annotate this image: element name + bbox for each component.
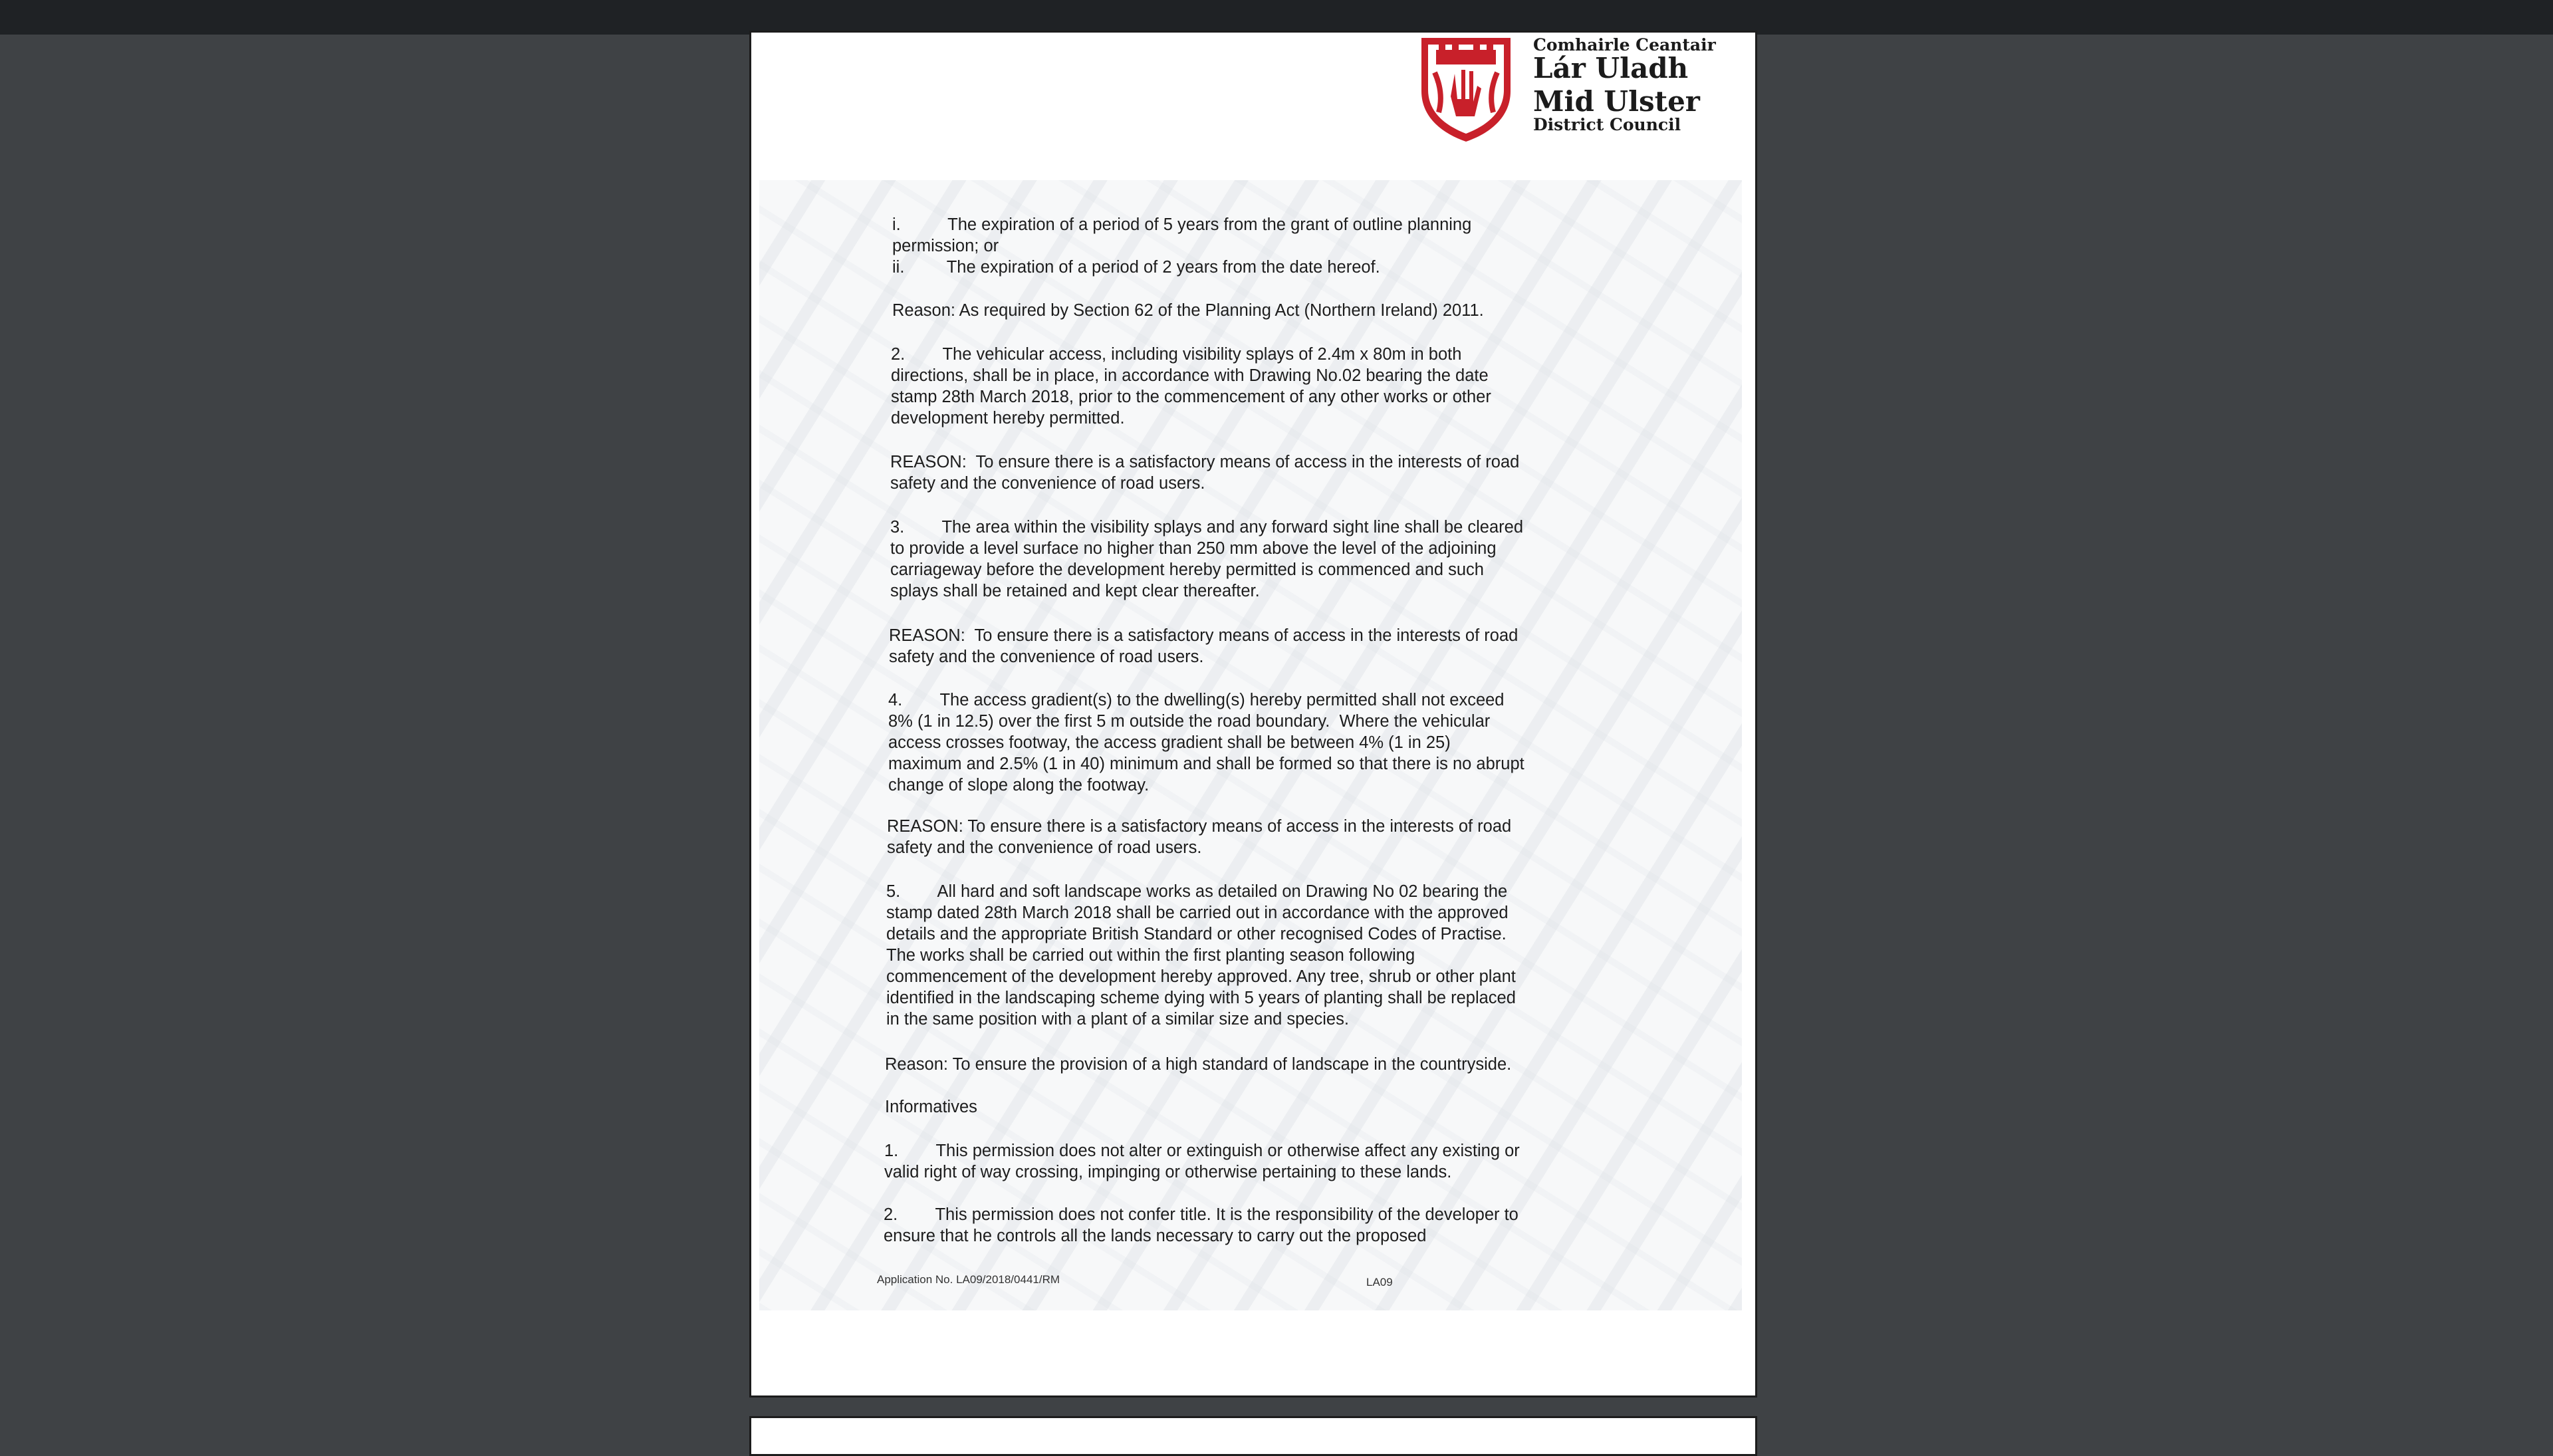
text-line: details and the appropriate British Standard or other recognised Codes of Practise. (886, 925, 1507, 943)
council-name-irish: Lár Uladh (1533, 52, 1689, 85)
text-line: safety and the convenience of road users. (889, 648, 1204, 666)
text-line: development hereby permitted. (891, 409, 1125, 427)
text-line: REASON: To ensure there is a satisfactory means of access in the interests of road (890, 453, 1520, 471)
text-line: safety and the convenience of road users. (890, 474, 1205, 493)
text-line: REASON: To ensure there is a satisfactory means of access in the interests of road (887, 817, 1512, 836)
text-line: i. The expiration of a period of 5 years from the grant of outline planning (892, 215, 1472, 234)
text-line: maximum and 2.5% (1 in 40) minimum and shall be formed so that there is no abrupt (888, 755, 1524, 773)
council-crest-logo (1416, 33, 1516, 144)
text-line: Reason: As required by Section 62 of the Planning Act (Northern Ireland) 2011. (892, 301, 1484, 320)
text-line: stamp 28th March 2018, prior to the commencement of any other works or other (891, 388, 1491, 406)
text-line: ii. The expiration of a period of 2 years from the date hereof. (892, 258, 1380, 277)
text-line: safety and the convenience of road users. (887, 838, 1202, 857)
council-name-english: Mid Ulster (1533, 85, 1700, 118)
next-document-page (749, 1416, 1757, 1456)
text-line: commencement of the development hereby approved. Any tree, shrub or other plant (886, 967, 1516, 986)
text-line: The works shall be carried out within the first planting season following (886, 946, 1415, 965)
council-name-irish-prefix: Comhairle Ceantair (1533, 35, 1716, 55)
council-name-block (1533, 37, 1753, 134)
document-page (749, 31, 1757, 1397)
text-line: to provide a level surface no higher than 250 mm above the level of the adjoining (890, 539, 1497, 558)
text-line: in the same position with a plant of a similar size and species. (886, 1010, 1349, 1029)
text-line: 2. This permission does not confer title. It is the responsibility of the developer to (884, 1205, 1519, 1224)
text-line: REASON: To ensure there is a satisfactory means of access in the interests of road (889, 626, 1519, 645)
text-line: splays shall be retained and kept clear thereafter. (890, 582, 1260, 600)
office-code: LA09 (1366, 1276, 1393, 1288)
viewer-toolbar (0, 0, 2553, 35)
application-number: Application No. LA09/2018/0441/RM (877, 1273, 1060, 1286)
text-line: identified in the landscaping scheme dying with 5 years of planting shall be replaced (886, 989, 1516, 1007)
text-line: access crosses footway, the access gradient shall be between 4% (1 in 25) (888, 733, 1451, 752)
text-line: ensure that he controls all the lands necessary to carry out the proposed (884, 1227, 1427, 1245)
council-name-suffix: District Council (1533, 115, 1681, 135)
text-line: valid right of way crossing, impinging or otherwise pertaining to these lands. (884, 1163, 1452, 1181)
text-line: 1. This permission does not alter or extinguish or otherwise affect any existing or (884, 1142, 1520, 1160)
text-line: directions, shall be in place, in accordance with Drawing No.02 bearing the date (891, 366, 1489, 385)
text-line: 2. The vehicular access, including visibility splays of 2.4m x 80m in both (891, 345, 1462, 364)
text-line: 5. All hard and soft landscape works as detailed on Drawing No 02 bearing the (886, 882, 1508, 901)
section-heading: Informatives (885, 1098, 977, 1116)
text-line: change of slope along the footway. (888, 776, 1150, 794)
text-line: 3. The area within the visibility splays and any forward sight line shall be cleared (890, 518, 1524, 537)
text-line: stamp dated 28th March 2018 shall be carried out in accordance with the approved (886, 904, 1509, 922)
text-line: 4. The access gradient(s) to the dwelling(s) hereby permitted shall not exceed (888, 691, 1505, 709)
text-line: 8% (1 in 12.5) over the first 5 m outside the road boundary. Where the vehicular (888, 712, 1491, 731)
text-line: carriageway before the development hereby permitted is commenced and such (890, 560, 1484, 579)
text-line: permission; or (892, 237, 999, 255)
text-line: Reason: To ensure the provision of a high standard of landscape in the countryside. (885, 1055, 1512, 1074)
